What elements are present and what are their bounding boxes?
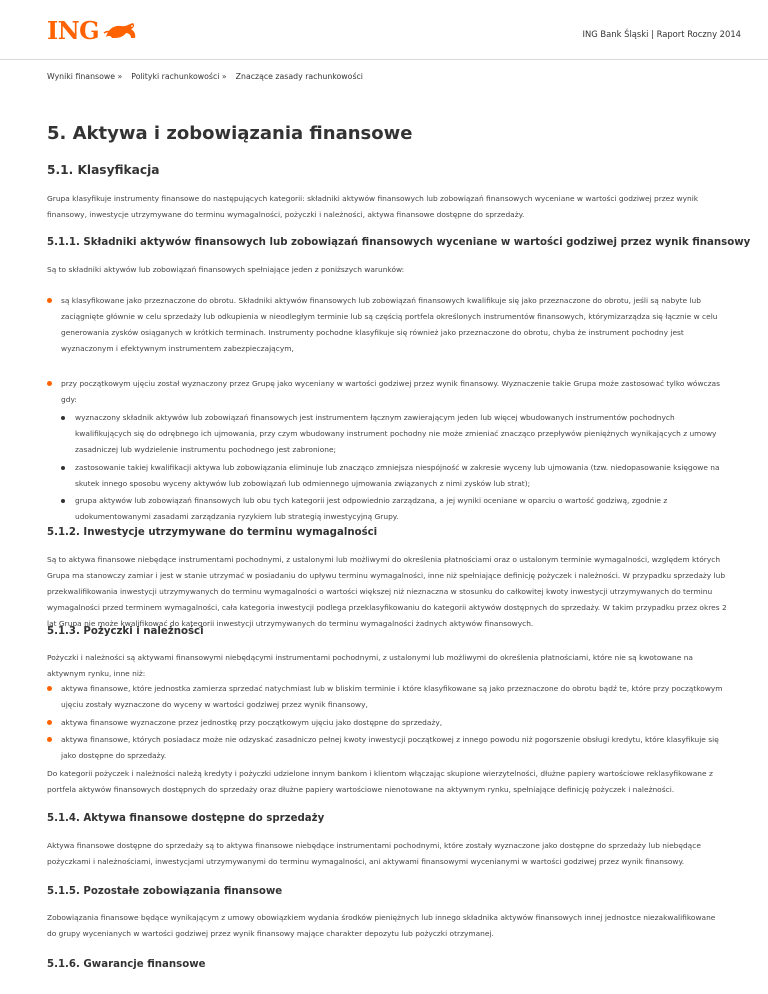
sub-list-item-text: zastosowanie takiej kwalifikacji aktywa lub zobowiązania eliminuje lub znacząco zmniejsza niespójność w zakresie wyceny lub ujmowania (tzw. niedopasowanie księgowe na skutek innego sposobu wyceny aktywów lub zobowiązań lub odmiennego ujmowania związanych z nimi zysków lub strat);: [75, 463, 720, 488]
sub-list-item: [61, 410, 727, 458]
list-item: [47, 681, 727, 713]
breadcrumb-item-accounting-policies[interactable]: Polityki rachunkowości »: [131, 72, 227, 81]
section-heading-5-1: 5.1. Klasyfikacja: [47, 163, 160, 177]
list-item-text: aktywa finansowe, których posiadacz może nie odzyskać zasadniczo pełnej kwoty inwestycji początkowej z innego powodu niż pogorszenie obsługi kredytu, które klasyfikuje się jako dostępne do sprzedaży.: [61, 735, 719, 760]
list-item: [47, 715, 727, 731]
section-heading-5-1-5: 5.1.5. Pozostałe zobowiązania finansowe: [47, 886, 283, 897]
logo-text: ING: [47, 16, 100, 45]
bullet-dot: [47, 686, 52, 691]
bullet-dot: [47, 737, 52, 742]
page-header: [0, 0, 768, 60]
sub-list-item-text: wyznaczony składnik aktywów lub zobowiązań finansowych jest instrumentem łącznym zawierającym jeden lub więcej wbudowanych instrumentów pochodnych kwalifikujących się do odrębnego ich ujmowania, przy czym wbudowany instrument pochodny nie może zmieniać znacząco przepływów pieniężnych wynikających z umowy zasadniczej lub wydzielenie instrumentu pochodnego jest zabronione;: [75, 413, 717, 454]
sub-list-item-text: grupa aktywów lub zobowiązań finansowych lub obu tych kategorii jest odpowiednio zarządzana, a jej wyniki oceniane w oparciu o wartość godziwą, zgodnie z udokumentowanymi zasadami zarządzania ryzykiem lub strategią inwestycyjną Grupy.: [75, 496, 668, 521]
list-item-text: aktywa finansowe, które jednostka zamierza sprzedać natychmiast lub w bliskim terminie i które klasyfikowane są jako przeznaczone do obrotu bądź te, które przy początkowym ujęciu zostały wyznaczone do wyceny w wartości godziwej przez wynik finansowy,: [61, 684, 723, 709]
section-heading-5-1-3: 5.1.3. Pożyczki i należności: [47, 626, 204, 637]
section-intro-5-1-1: Są to składniki aktywów lub zobowiązań finansowych spełniające jeden z poniższych warunków:: [47, 265, 405, 274]
sub-list-item: [61, 460, 727, 492]
section-text-5-1-4: Aktywa finansowe dostępne do sprzedaży są to aktywa finansowe niebędące instrumentami pochodnymi, które zostały wyznaczone jako dostępne do sprzedaży lub niebędące pożyczkami i należnościami, inwestycjami utrzymywanymi do terminu wymagalności, ani aktywami finansowymi wycenianymi w wartości godziwej przez wynik finansowy.: [47, 841, 701, 866]
sub-list-item: [61, 493, 727, 525]
section-heading-5-1-6: 5.1.6. Gwarancje finansowe: [47, 959, 206, 970]
breadcrumb-item-financial-results[interactable]: Wyniki finansowe »: [47, 72, 123, 81]
section-heading-5-1-2: 5.1.2. Inwestycje utrzymywane do terminu wymagalności: [47, 527, 378, 538]
bullet-dot: [47, 381, 52, 386]
section-intro-5-1-3: Pożyczki i należności są aktywami finansowymi niebędącymi instrumentami pochodnymi, z ustalonymi lub możliwymi do określenia płatnościami, które nie są kwotowane na aktywnym rynku, inne niż:: [47, 653, 693, 678]
section-text-5-1-2: Są to aktywa finansowe niebędące instrumentami pochodnymi, z ustalonymi lub możliwymi do określenia płatnościami oraz o ustalonym terminie wymagalności, względem których Grupa ma stanowczy zamiar i jest w stanie utrzymać w posiadaniu do upływu terminu wymagalności, inne niż spełniające definicję pożyczek i należności. W przypadku sprzedaży lub przekwalifikowania inwestycji utrzymywanych do terminu wymagalności o wartości większej niż nieznaczna w stosunku do całkowitej kwoty inwestycji utrzymywanych do terminu wymagalności przed terminem wymagalności, cała kategoria inwestycji podlega przeklasyfikowaniu do kategorii aktywów dostępnych do sprzedaży. W takim przypadku przez okres 2 lat Grupa nie może kwalifikować do kategorii inwestycji utrzymywanych do terminu wymagalności żadnych aktywów finansowych.: [47, 555, 727, 628]
list-item: [47, 293, 727, 357]
section-text-5-1: Grupa klasyfikuje instrumenty finansowe do następujących kategorii: składniki aktywów finansowych lub zobowiązań finansowych wyceniane w wartości godziwej przez wynik finansowy, inwestycje utrzymywane do terminu wymagalności, pożyczki i należności, aktywa finansowe dostępne do sprzedaży.: [47, 194, 699, 219]
page-title: 5. Aktywa i zobowiązania finansowe: [47, 123, 413, 144]
section-text-5-1-5: Zobowiązania finansowe będące wynikającym z umowy obowiązkiem wydania środków pieniężnych lub innego składnika aktywów finansowych innej jednostce niezakwalifikowane do grupy wycenianych w wartości godziwej przez wynik finansowy mające charakter depozytu lub pożyczki otrzymanej.: [47, 913, 716, 938]
report-title: ING Bank Śląski | Raport Roczny 2014: [582, 29, 741, 39]
section-outro-5-1-3: Do kategorii pożyczek i należności należą kredyty i pożyczki udzielone innym bankom i klientom włączając skupione wierzytelności, dłużne papiery wartościowe reklasyfikowane z portfela aktywów finansowych dostępnych do sprzedaży oraz dłużne papiery wartościowe nienotowane na aktywnym rynku, spełniające definicję pożyczek i należności.: [47, 769, 713, 794]
list-item-text: są klasyfikowane jako przeznaczone do obrotu. Składniki aktywów finansowych lub zobowiązań finansowych kwalifikuje się jako przeznaczone do obrotu, jeśli są nabyte lub zaciągnięte głównie w celu sprzedaży lub odkupienia w nieodległym terminie lub są częścią portfela określonych instrumentów finansowych, którymizarządza się łącznie w celu generowania zysków osiąganych w krótkich terminach. Instrumenty pochodne klasyfikuje się również jako przeznaczone do obrotu, chyba że instrument pochodny jest wyznaczonym i efektywnym instrumentem zabezpieczającym,: [61, 296, 718, 353]
list-item: [47, 376, 727, 408]
list-item: [47, 732, 727, 764]
sub-bullet-dot: [61, 466, 65, 470]
list-item-text: przy początkowym ujęciu został wyznaczony przez Grupę jako wyceniany w wartości godziwej przez wynik finansowy. Wyznaczenie takie Grupa może zastosować tylko wówczas gdy:: [61, 379, 720, 404]
sub-bullet-dot: [61, 499, 65, 503]
ing-logo[interactable]: [47, 18, 140, 44]
breadcrumb-item-significant-principles[interactable]: Znaczące zasady rachunkowości: [235, 72, 363, 81]
bullet-dot: [47, 298, 52, 303]
section-heading-5-1-1: 5.1.1. Składniki aktywów finansowych lub zobowiązań finansowych wyceniane w wartości godziwej przez wynik finansowy: [47, 237, 751, 248]
breadcrumb: [47, 72, 372, 81]
section-heading-5-1-4: 5.1.4. Aktywa finansowe dostępne do sprzedaży: [47, 813, 325, 824]
lion-icon: [102, 19, 140, 43]
bullet-dot: [47, 720, 52, 725]
list-item-text: aktywa finansowe wyznaczone przez jednostkę przy początkowym ujęciu jako dostępne do sprzedaży,: [61, 718, 443, 727]
sub-bullet-dot: [61, 416, 65, 420]
